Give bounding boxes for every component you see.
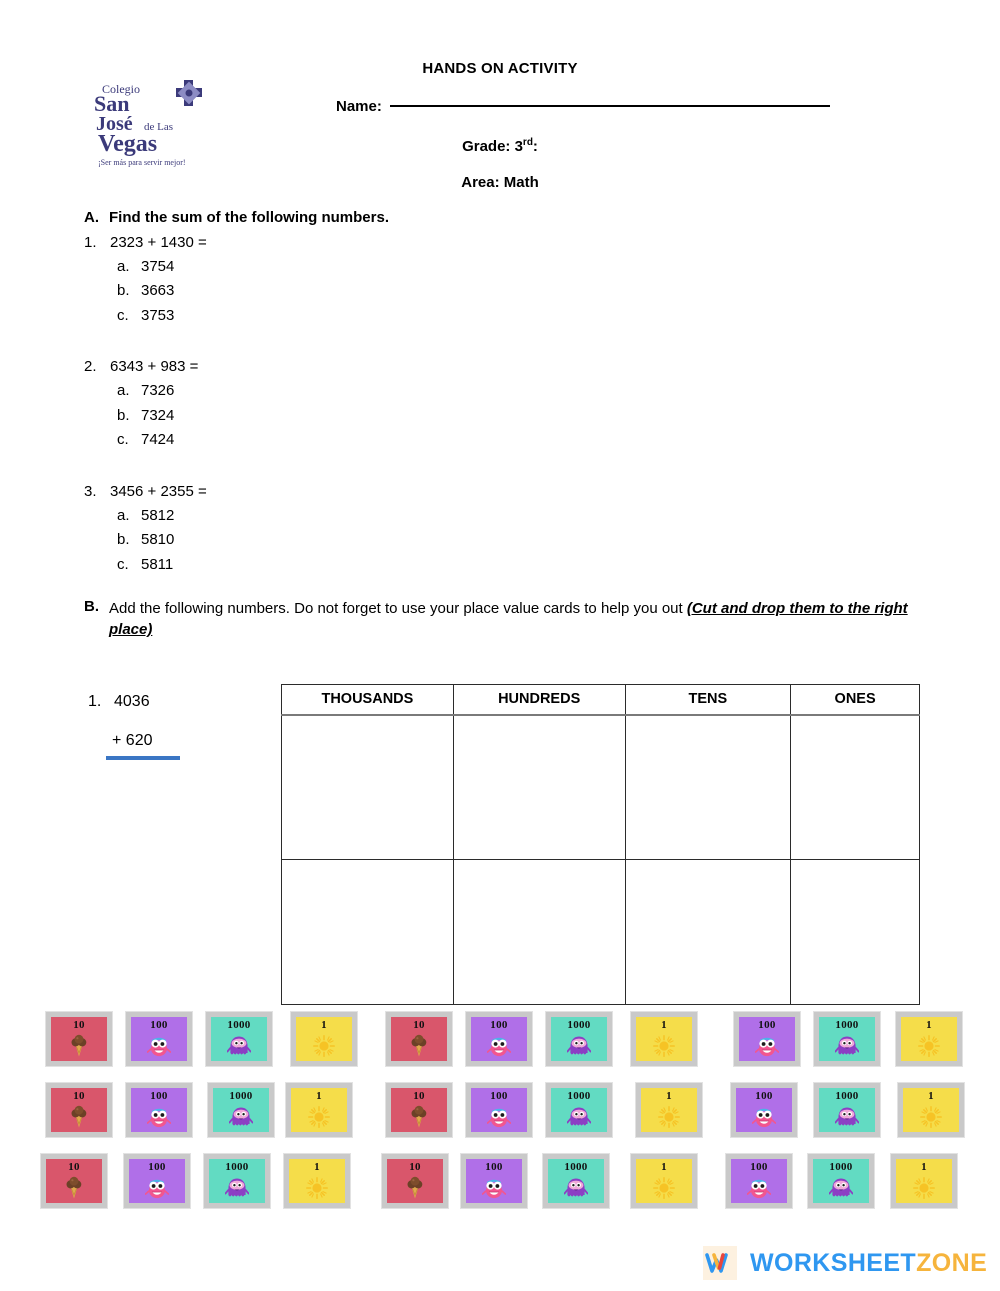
card-face bbox=[896, 1159, 952, 1203]
purple-monster-icon bbox=[819, 1102, 875, 1132]
place-value-card-10[interactable] bbox=[382, 1154, 448, 1208]
card-value-label: 1000 bbox=[229, 1090, 253, 1102]
place-value-card-100[interactable] bbox=[734, 1012, 800, 1066]
question-1-choices bbox=[84, 255, 584, 328]
choice-1a[interactable] bbox=[117, 255, 584, 279]
problem-1-addend-2: + 620 bbox=[112, 732, 153, 749]
card-face bbox=[471, 1088, 527, 1132]
purple-monster-icon bbox=[209, 1173, 265, 1203]
card-value-label: 10 bbox=[73, 1019, 85, 1031]
section-a-letter: A. bbox=[84, 209, 99, 226]
area-line: Area: Math bbox=[461, 174, 539, 191]
choice-1b-letter: b. bbox=[117, 282, 130, 300]
column-header-tens: TENS bbox=[625, 685, 791, 715]
sun-icon bbox=[896, 1173, 952, 1203]
pink-monster-icon bbox=[131, 1102, 187, 1132]
card-face bbox=[211, 1017, 267, 1061]
card-face bbox=[636, 1017, 692, 1061]
card-face bbox=[471, 1017, 527, 1061]
section-b-emphasis-text: (Cut and drop them to the right place) bbox=[109, 600, 908, 639]
pink-monster-icon bbox=[129, 1173, 185, 1203]
choice-1b-text: 3663 bbox=[141, 282, 175, 300]
choice-1b[interactable] bbox=[117, 279, 584, 303]
grade-line bbox=[0, 137, 1000, 155]
place-value-card-1000[interactable] bbox=[206, 1012, 272, 1066]
worksheetzone-brand bbox=[750, 1249, 987, 1278]
ice-cream-icon bbox=[387, 1173, 443, 1203]
section-b bbox=[84, 598, 932, 641]
svg-text:¡Ser más para servir mejor!: ¡Ser más para servir mejor! bbox=[98, 158, 186, 167]
card-value-label: 1000 bbox=[567, 1019, 591, 1031]
choice-1c-text: 3753 bbox=[141, 306, 175, 324]
spacer-2 bbox=[84, 453, 584, 475]
name-label: Name: bbox=[336, 98, 382, 115]
place-value-card-1[interactable] bbox=[636, 1083, 702, 1137]
sun-icon bbox=[901, 1031, 957, 1061]
page-title: HANDS ON ACTIVITY bbox=[422, 60, 578, 77]
place-value-card-100[interactable] bbox=[466, 1083, 532, 1137]
card-face bbox=[819, 1017, 875, 1061]
pink-monster-icon bbox=[739, 1031, 795, 1061]
card-face bbox=[739, 1017, 795, 1061]
sun-icon bbox=[289, 1173, 345, 1203]
choice-3c-text: 5811 bbox=[141, 555, 174, 573]
table-row bbox=[282, 715, 920, 860]
choice-2b-text: 7324 bbox=[141, 406, 175, 424]
addition-problem-1 bbox=[88, 693, 180, 760]
card-face bbox=[46, 1159, 102, 1203]
card-value-label: 10 bbox=[73, 1090, 85, 1102]
place-value-card-1000[interactable] bbox=[543, 1154, 609, 1208]
card-row-2 bbox=[46, 1083, 976, 1154]
place-value-card-100[interactable] bbox=[461, 1154, 527, 1208]
card-value-label: 100 bbox=[755, 1090, 773, 1102]
brand-part-2: ZONE bbox=[916, 1248, 988, 1277]
place-value-card-1[interactable] bbox=[891, 1154, 957, 1208]
pink-monster-icon bbox=[471, 1102, 527, 1132]
section-a-heading bbox=[84, 209, 584, 226]
purple-monster-icon bbox=[819, 1031, 875, 1061]
choice-3b-text: 5810 bbox=[141, 531, 175, 549]
card-face bbox=[901, 1017, 957, 1061]
problem-1-addend-1: 4036 bbox=[114, 693, 150, 710]
sun-icon bbox=[641, 1102, 697, 1132]
cell-r2-ones[interactable] bbox=[791, 860, 920, 1005]
place-value-card-100[interactable] bbox=[126, 1012, 192, 1066]
purple-monster-icon bbox=[213, 1102, 269, 1132]
card-face bbox=[551, 1088, 607, 1132]
place-value-card-100[interactable] bbox=[124, 1154, 190, 1208]
choice-1c[interactable] bbox=[117, 304, 584, 328]
place-value-card-1000[interactable] bbox=[814, 1083, 880, 1137]
card-row-3 bbox=[46, 1154, 976, 1225]
pink-monster-icon bbox=[736, 1102, 792, 1132]
place-value-card-1[interactable] bbox=[898, 1083, 964, 1137]
question-2 bbox=[84, 358, 584, 452]
choice-2a-letter: a. bbox=[117, 382, 130, 400]
pink-monster-icon bbox=[466, 1173, 522, 1203]
card-value-label: 1 bbox=[314, 1161, 320, 1173]
card-value-label: 1 bbox=[661, 1019, 667, 1031]
pink-monster-icon bbox=[731, 1173, 787, 1203]
problem-1-sum-rule bbox=[106, 756, 180, 760]
school-logo bbox=[92, 78, 210, 170]
column-header-ones: ONES bbox=[791, 685, 920, 715]
choice-1a-text: 3754 bbox=[141, 258, 175, 275]
question-2-number: 2. bbox=[84, 358, 97, 376]
place-value-card-1[interactable] bbox=[291, 1012, 357, 1066]
card-value-label: 100 bbox=[750, 1161, 768, 1173]
svg-text:San: San bbox=[94, 91, 130, 116]
question-1 bbox=[84, 234, 584, 328]
place-value-card-1000[interactable] bbox=[546, 1083, 612, 1137]
card-face bbox=[387, 1159, 443, 1203]
card-value-label: 100 bbox=[485, 1161, 503, 1173]
section-b-letter: B. bbox=[84, 598, 99, 615]
choice-2c-letter: c. bbox=[117, 431, 129, 449]
card-value-label: 1 bbox=[921, 1161, 927, 1173]
w-logo-icon bbox=[703, 1246, 737, 1280]
name-field-row bbox=[336, 98, 830, 115]
card-value-label: 1000 bbox=[829, 1161, 853, 1173]
card-face bbox=[209, 1159, 265, 1203]
purple-monster-icon bbox=[548, 1173, 604, 1203]
place-value-table bbox=[281, 684, 920, 1005]
card-face bbox=[903, 1088, 959, 1132]
question-3-number: 3. bbox=[84, 482, 97, 500]
cell-r2-thousands[interactable] bbox=[282, 860, 454, 1005]
svg-text:Colegio: Colegio bbox=[102, 82, 140, 96]
question-3-prompt bbox=[84, 483, 584, 500]
card-value-label: 100 bbox=[150, 1090, 168, 1102]
cell-r2-tens[interactable] bbox=[625, 860, 791, 1005]
card-face bbox=[641, 1088, 697, 1132]
card-value-label: 10 bbox=[413, 1019, 425, 1031]
sun-icon bbox=[636, 1173, 692, 1203]
spacer-1 bbox=[84, 328, 584, 350]
card-face bbox=[391, 1017, 447, 1061]
section-a-heading-text: Find the sum of the following numbers. bbox=[109, 209, 389, 226]
choice-3a[interactable] bbox=[117, 504, 584, 528]
choice-2c-text: 7424 bbox=[141, 431, 175, 449]
question-2-text: 6343 + 983 = bbox=[110, 358, 199, 376]
cell-r2-hundreds[interactable] bbox=[453, 860, 625, 1005]
problem-1-number: 1. bbox=[88, 693, 102, 710]
card-face bbox=[391, 1088, 447, 1132]
purple-monster-icon bbox=[813, 1173, 869, 1203]
purple-monster-icon bbox=[211, 1031, 267, 1061]
place-value-card-1000[interactable] bbox=[546, 1012, 612, 1066]
card-face bbox=[131, 1017, 187, 1061]
card-face bbox=[551, 1017, 607, 1061]
cell-r1-thousands[interactable] bbox=[282, 715, 454, 860]
card-value-label: 100 bbox=[758, 1019, 776, 1031]
question-3-text: 3456 + 2355 = bbox=[110, 482, 207, 500]
card-value-label: 1 bbox=[926, 1019, 932, 1031]
sun-icon bbox=[636, 1031, 692, 1061]
worksheetzone-watermark bbox=[703, 1246, 987, 1280]
brand-part-1: WORKSHEET bbox=[750, 1248, 917, 1277]
card-value-label: 100 bbox=[490, 1019, 508, 1031]
card-row-1 bbox=[46, 1012, 976, 1083]
card-face bbox=[736, 1088, 792, 1132]
card-face bbox=[466, 1159, 522, 1203]
card-face bbox=[51, 1088, 107, 1132]
card-value-label: 1 bbox=[316, 1090, 322, 1102]
column-header-hundreds: HUNDREDS bbox=[453, 685, 625, 715]
place-value-card-1000[interactable] bbox=[204, 1154, 270, 1208]
choice-3b-letter: b. bbox=[117, 531, 130, 549]
place-value-card-10[interactable] bbox=[386, 1083, 452, 1137]
place-value-card-1[interactable] bbox=[631, 1154, 697, 1208]
card-face bbox=[819, 1088, 875, 1132]
cell-r1-tens[interactable] bbox=[625, 715, 791, 860]
choice-2b[interactable] bbox=[117, 404, 584, 428]
question-1-prompt bbox=[84, 234, 584, 251]
choice-3c[interactable] bbox=[117, 553, 584, 577]
card-face bbox=[289, 1159, 345, 1203]
choice-1c-letter: c. bbox=[117, 306, 129, 324]
card-face bbox=[129, 1159, 185, 1203]
place-value-card-1000[interactable] bbox=[208, 1083, 274, 1137]
choice-2c[interactable] bbox=[117, 428, 584, 452]
ice-cream-icon bbox=[46, 1173, 102, 1203]
card-value-label: 1000 bbox=[564, 1161, 588, 1173]
card-face bbox=[291, 1088, 347, 1132]
section-b-plain-text: Add the following numbers. Do not forget to use your place value cards to help you out bbox=[109, 600, 687, 617]
choice-3a-letter: a. bbox=[117, 506, 130, 524]
place-value-card-1[interactable] bbox=[896, 1012, 962, 1066]
pink-monster-icon bbox=[131, 1031, 187, 1061]
purple-monster-icon bbox=[551, 1102, 607, 1132]
card-face bbox=[131, 1088, 187, 1132]
place-value-card-10[interactable] bbox=[386, 1012, 452, 1066]
place-value-card-1[interactable] bbox=[284, 1154, 350, 1208]
pink-monster-icon bbox=[471, 1031, 527, 1061]
section-a bbox=[84, 209, 584, 577]
card-value-label: 1 bbox=[928, 1090, 934, 1102]
ice-cream-icon bbox=[51, 1102, 107, 1132]
card-value-label: 1 bbox=[661, 1161, 667, 1173]
card-value-label: 1000 bbox=[835, 1090, 859, 1102]
cell-r1-ones[interactable] bbox=[791, 715, 920, 860]
question-1-number: 1. bbox=[84, 234, 97, 251]
school-logo-icon bbox=[92, 78, 210, 170]
grade-label: Grade: 3 bbox=[462, 138, 523, 155]
card-value-label: 10 bbox=[413, 1090, 425, 1102]
question-2-choices bbox=[84, 379, 584, 452]
svg-text:José: José bbox=[96, 113, 133, 135]
ice-cream-icon bbox=[391, 1102, 447, 1132]
cell-r1-hundreds[interactable] bbox=[453, 715, 625, 860]
choice-1a-letter: a. bbox=[117, 258, 130, 275]
card-value-label: 1000 bbox=[567, 1090, 591, 1102]
card-face bbox=[731, 1159, 787, 1203]
card-value-label: 100 bbox=[148, 1161, 166, 1173]
card-value-label: 10 bbox=[68, 1161, 80, 1173]
ice-cream-icon bbox=[51, 1031, 107, 1061]
question-2-prompt bbox=[84, 358, 584, 375]
card-face bbox=[51, 1017, 107, 1061]
card-face bbox=[813, 1159, 869, 1203]
place-value-card-1000[interactable] bbox=[814, 1012, 880, 1066]
page-header bbox=[0, 0, 1000, 191]
place-value-card-1000[interactable] bbox=[808, 1154, 874, 1208]
card-value-label: 100 bbox=[150, 1019, 168, 1031]
sun-icon bbox=[296, 1031, 352, 1061]
card-face bbox=[636, 1159, 692, 1203]
purple-monster-icon bbox=[551, 1031, 607, 1061]
choice-3b[interactable] bbox=[117, 528, 584, 552]
place-value-card-10[interactable] bbox=[46, 1083, 112, 1137]
card-value-label: 1000 bbox=[835, 1019, 859, 1031]
sun-icon bbox=[291, 1102, 347, 1132]
ice-cream-icon bbox=[391, 1031, 447, 1061]
section-b-instructions bbox=[109, 598, 932, 641]
question-1-text: 2323 + 1430 = bbox=[110, 234, 207, 251]
place-value-card-10[interactable] bbox=[41, 1154, 107, 1208]
card-face bbox=[213, 1088, 269, 1132]
place-value-card-1[interactable] bbox=[631, 1012, 697, 1066]
grade-colon: : bbox=[532, 138, 538, 155]
card-value-label: 10 bbox=[409, 1161, 421, 1173]
card-value-label: 100 bbox=[490, 1090, 508, 1102]
question-3-choices bbox=[84, 504, 584, 577]
table-row bbox=[282, 860, 920, 1005]
card-value-label: 1000 bbox=[227, 1019, 251, 1031]
choice-3a-text: 5812 bbox=[141, 506, 175, 524]
svg-text:de Las: de Las bbox=[144, 121, 174, 133]
place-value-card-10[interactable] bbox=[46, 1012, 112, 1066]
choice-2b-letter: b. bbox=[117, 406, 130, 424]
table-header-row bbox=[282, 685, 920, 715]
card-face bbox=[548, 1159, 604, 1203]
grade-ordinal-suffix: rd bbox=[522, 137, 533, 148]
card-value-label: 1000 bbox=[225, 1161, 249, 1173]
choice-2a-text: 7326 bbox=[141, 382, 175, 400]
card-value-label: 1 bbox=[321, 1019, 327, 1031]
place-value-card-100[interactable] bbox=[466, 1012, 532, 1066]
choice-3c-letter: c. bbox=[117, 555, 129, 573]
place-value-card-100[interactable] bbox=[126, 1083, 192, 1137]
column-header-thousands: THOUSANDS bbox=[282, 685, 454, 715]
place-value-cards bbox=[46, 1012, 976, 1225]
place-value-card-1[interactable] bbox=[286, 1083, 352, 1137]
name-input-line[interactable] bbox=[390, 105, 830, 107]
card-value-label: 1 bbox=[666, 1090, 672, 1102]
place-value-card-100[interactable] bbox=[726, 1154, 792, 1208]
svg-text:Vegas: Vegas bbox=[98, 131, 158, 157]
choice-2a[interactable] bbox=[117, 379, 584, 403]
card-face bbox=[296, 1017, 352, 1061]
place-value-card-100[interactable] bbox=[731, 1083, 797, 1137]
sun-icon bbox=[903, 1102, 959, 1132]
question-3 bbox=[84, 483, 584, 577]
